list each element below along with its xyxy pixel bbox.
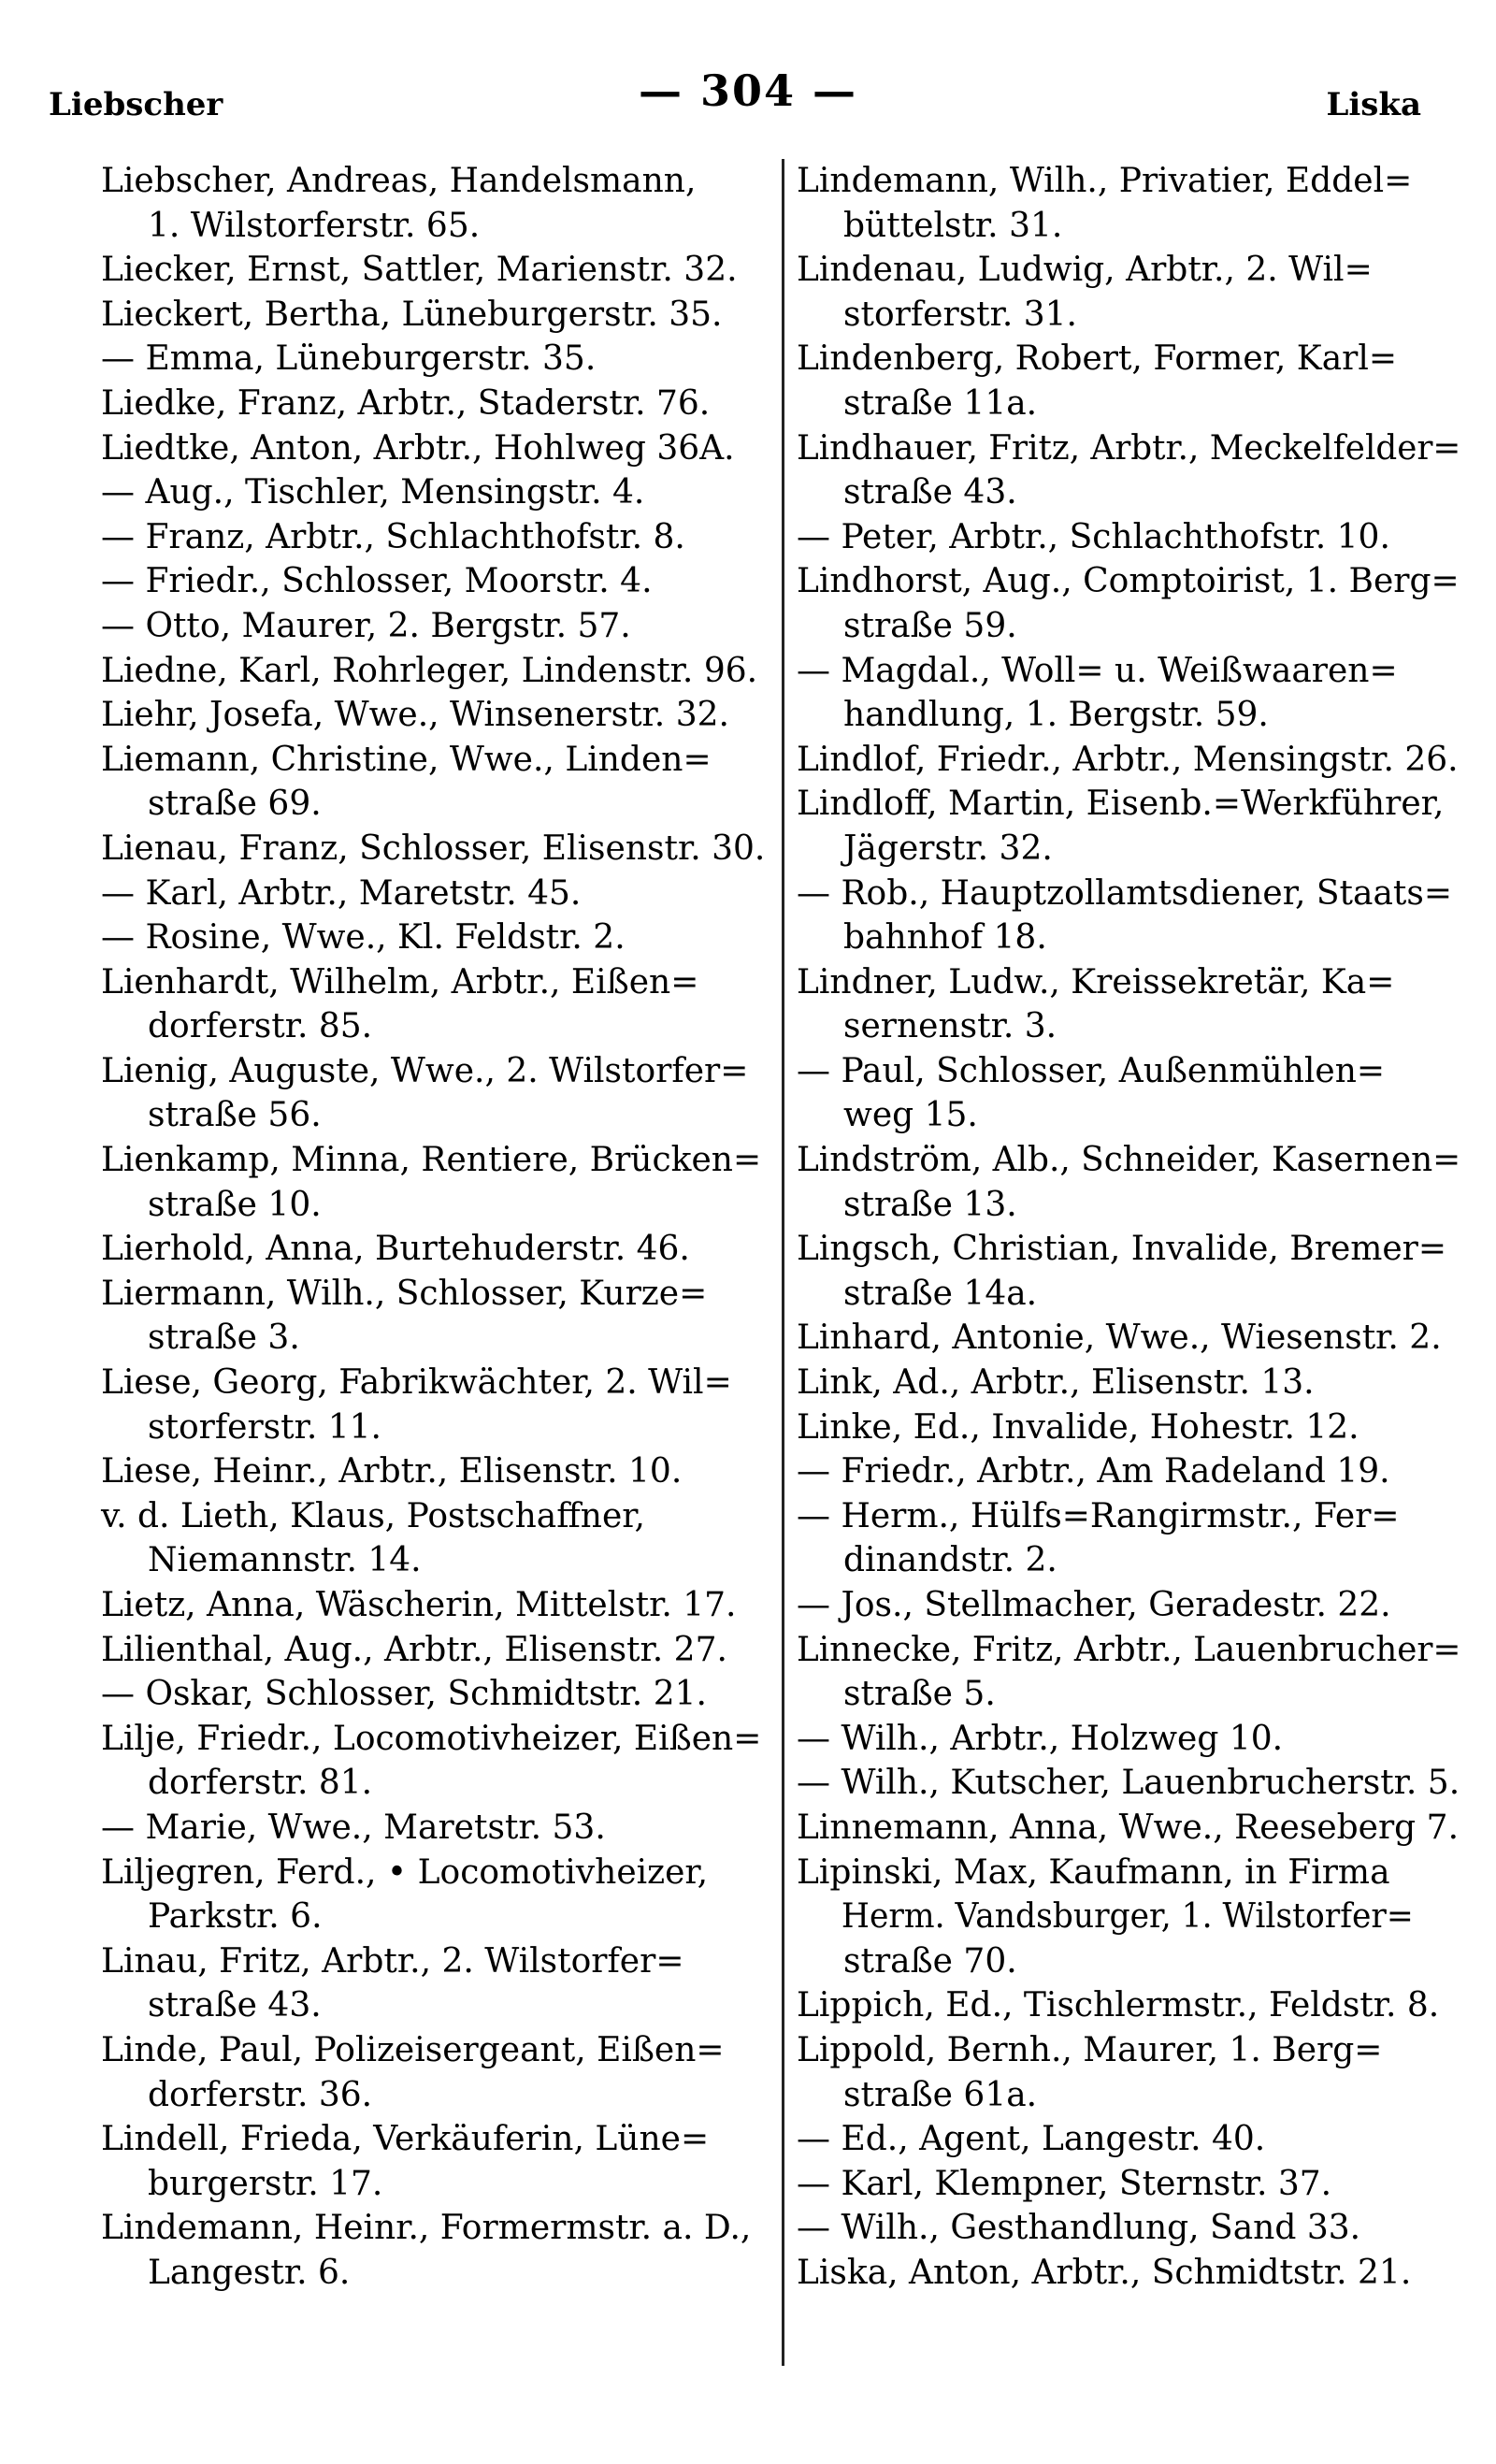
entry-line: — Wilh., Kutscher, Lauenbrucherstr. 5. <box>797 1764 1460 1803</box>
entry-continuation-line: Niemannstr. 14. <box>148 1541 422 1580</box>
directory-entry <box>797 960 1460 1049</box>
directory-entry <box>101 293 774 338</box>
directory-entry <box>101 159 774 248</box>
directory-entry <box>797 248 1460 337</box>
directory-entry <box>101 915 774 960</box>
entry-continuation-line: dorferstr. 81. <box>148 1764 373 1803</box>
entry-continuation-line: straße 56. <box>148 1096 322 1135</box>
entry-continuation-line: straße 5. <box>843 1675 996 1714</box>
entry-line: Liljegren, Ferd., • Locomotivheizer, <box>101 1852 709 1892</box>
entry-continuation-line: dorferstr. 85. <box>148 1007 373 1046</box>
directory-entry <box>101 2028 774 2117</box>
entry-line: — Friedr., Arbtr., Am Radeland 19. <box>797 1452 1390 1491</box>
entry-line: Lienau, Franz, Schlosser, Elisenstr. 30. <box>101 829 766 868</box>
directory-entry <box>797 2162 1460 2207</box>
column-divider <box>782 159 784 2366</box>
entry-line: Lilienthal, Aug., Arbtr., Elisenstr. 27. <box>101 1630 727 1669</box>
directory-entry <box>797 1851 1460 1984</box>
entry-line: Lippich, Ed., Tischlermstr., Feldstr. 8. <box>797 1986 1440 2025</box>
entry-continuation-line: handlung, 1. Bergstr. 59. <box>843 696 1269 735</box>
directory-entry <box>797 1227 1460 1316</box>
entry-continuation-line: straße 69. <box>148 785 322 824</box>
entry-line: Lindhorst, Aug., Comptoirist, 1. Berg= <box>797 562 1460 601</box>
directory-entry <box>797 2206 1460 2251</box>
entry-line: — Rosine, Wwe., Kl. Feldstr. 2. <box>101 918 626 958</box>
entry-line: — Karl, Klempner, Sternstr. 37. <box>797 2164 1332 2203</box>
entry-line: — Franz, Arbtr., Schlachthofstr. 8. <box>101 517 685 556</box>
directory-entry <box>101 515 774 560</box>
directory-entry <box>101 1272 774 1361</box>
entry-line: — Ed., Agent, Langestr. 40. <box>797 2120 1266 2159</box>
entry-continuation-line: sernenstr. 3. <box>843 1007 1057 1046</box>
directory-entry <box>797 2117 1460 2162</box>
directory-entry <box>101 2117 774 2206</box>
entry-line: — Wilh., Arbtr., Holzweg 10. <box>797 1719 1284 1758</box>
left-column <box>101 159 774 2296</box>
entry-line: Liecker, Ernst, Sattler, Marienstr. 32. <box>101 251 738 290</box>
entry-line: Linnemann, Anna, Wwe., Reeseberg 7. <box>797 1808 1460 1847</box>
page-header <box>0 0 1496 140</box>
entry-line: Lindloff, Martin, Eisenb.=Werkführer, <box>797 785 1445 824</box>
entry-line: Lindlof, Friedr., Arbtr., Mensingstr. 26. <box>797 740 1459 779</box>
entry-continuation-line: Herm. Vandsburger, 1. Wilstorfer= <box>841 1897 1414 1937</box>
entry-line: Lienkamp, Minna, Rentiere, Brücken= <box>101 1141 762 1180</box>
entry-line: Lilje, Friedr., Locomotivheizer, Eißen= <box>101 1719 762 1758</box>
entry-continuation-line: straße 43. <box>843 473 1017 512</box>
entry-line: Lindner, Ludw., Kreissekretär, Ka= <box>797 962 1395 1001</box>
entry-continuation-line: straße 11a. <box>843 383 1038 423</box>
directory-entry <box>101 382 774 426</box>
entry-line: Lipinski, Max, Kaufmann, in Firma <box>797 1852 1390 1892</box>
page-number: — 304 — <box>638 65 858 116</box>
entry-line: — Herm., Hülfs=Rangirmstr., Fer= <box>797 1496 1400 1535</box>
entry-continuation-line: dinandstr. 2. <box>843 1541 1057 1580</box>
directory-entry <box>797 2028 1460 2117</box>
directory-entry <box>797 1316 1460 1361</box>
entry-continuation-line: straße 14a. <box>843 1274 1038 1313</box>
entry-line: Link, Ad., Arbtr., Elisenstr. 13. <box>797 1363 1315 1403</box>
entry-line: Lindenberg, Robert, Former, Karl= <box>797 339 1398 379</box>
directory-entry <box>797 1138 1460 1227</box>
entry-continuation-line: straße 59. <box>843 606 1017 645</box>
entry-continuation-line: straße 70. <box>843 1941 1017 1981</box>
directory-entry <box>101 1672 774 1717</box>
entry-line: Lippold, Bernh., Maurer, 1. Berg= <box>797 2030 1383 2069</box>
directory-entry <box>101 559 774 604</box>
entry-line: Lindemann, Wilh., Privatier, Eddel= <box>797 162 1413 200</box>
directory-entry <box>797 337 1460 425</box>
entry-line: Lienig, Auguste, Wwe., 2. Wilstorfer= <box>101 1051 749 1090</box>
entry-line: Liedke, Franz, Arbtr., Staderstr. 76. <box>101 383 711 423</box>
entry-line: Lindemann, Heinr., Formermstr. a. D., <box>101 2209 752 2248</box>
directory-entry <box>101 960 774 1049</box>
directory-entry <box>797 649 1460 738</box>
entry-line: Liese, Heinr., Arbtr., Elisenstr. 10. <box>101 1452 683 1491</box>
entry-continuation-line: Langestr. 6. <box>148 2253 351 2292</box>
directory-entry <box>797 1717 1460 1762</box>
entry-continuation-line: straße 10. <box>148 1185 322 1224</box>
directory-entry <box>797 872 1460 960</box>
entry-line: Liebscher, Andreas, Handelsmann, <box>101 162 697 200</box>
directory-entry <box>797 1049 1460 1138</box>
directory-entry <box>101 693 774 738</box>
directory-entry <box>101 872 774 916</box>
entry-line: — Friedr., Schlosser, Moorstr. 4. <box>101 562 653 601</box>
directory-entry <box>797 1583 1460 1628</box>
directory-entry <box>797 1361 1460 1405</box>
entry-line: Lienhardt, Wilhelm, Arbtr., Eißen= <box>101 962 699 1001</box>
directory-entry <box>797 559 1460 648</box>
entry-line: Liemann, Christine, Wwe., Linden= <box>101 740 712 779</box>
entry-continuation-line: weg 15. <box>843 1096 978 1135</box>
directory-entry <box>101 1806 774 1851</box>
directory-entry <box>797 2251 1460 2296</box>
directory-entry <box>101 1227 774 1272</box>
directory-entry <box>101 1851 774 1939</box>
entry-line: — Rob., Hauptzollamtsdiener, Staats= <box>797 873 1453 913</box>
entry-line: v. d. Lieth, Klaus, Postschaffner, <box>101 1496 645 1535</box>
entry-line: — Karl, Arbtr., Maretstr. 45. <box>101 873 582 913</box>
entry-continuation-line: dorferstr. 36. <box>148 2075 373 2114</box>
entry-line: Liedne, Karl, Rohrleger, Lindenstr. 96. <box>101 651 758 690</box>
directory-entry <box>797 1806 1460 1851</box>
directory-entry <box>797 738 1460 783</box>
entry-continuation-line: storferstr. 11. <box>148 1407 381 1447</box>
directory-entry <box>101 1717 774 1806</box>
entry-line: Liska, Anton, Arbtr., Schmidtstr. 21. <box>797 2253 1412 2292</box>
entry-line: Lindström, Alb., Schneider, Kasernen= <box>797 1141 1461 1180</box>
entry-line: Linde, Paul, Polizeisergeant, Eißen= <box>101 2030 725 2069</box>
directory-entry <box>101 470 774 515</box>
entry-line: — Paul, Schlosser, Außenmühlen= <box>797 1051 1386 1090</box>
entry-line: Lindell, Frieda, Verkäuferin, Lüne= <box>101 2120 710 2159</box>
entry-line: Linhard, Antonie, Wwe., Wiesenstr. 2. <box>797 1318 1442 1358</box>
header-left-catchword: Liebscher <box>49 86 223 123</box>
entry-continuation-line: storferstr. 31. <box>843 295 1077 334</box>
directory-entry <box>101 337 774 382</box>
directory-entry <box>797 159 1460 248</box>
entry-line: — Marie, Wwe., Maretstr. 53. <box>101 1808 606 1847</box>
directory-entry <box>797 1494 1460 1583</box>
directory-entry <box>101 738 774 827</box>
directory-entry <box>797 1761 1460 1806</box>
right-column <box>797 159 1460 2296</box>
directory-entry <box>101 1628 774 1673</box>
entry-continuation-line: burgerstr. 17. <box>148 2164 383 2203</box>
entry-continuation-line: 1. Wilstorferstr. 65. <box>148 206 481 245</box>
directory-entry <box>101 1494 774 1583</box>
directory-entry <box>797 1983 1460 2028</box>
entry-line: Lindhauer, Fritz, Arbtr., Meckelfelder= <box>797 428 1461 468</box>
entry-continuation-line: straße 43. <box>148 1986 322 2025</box>
entry-line: Lierhold, Anna, Burtehuderstr. 46. <box>101 1230 690 1269</box>
entry-line: Lindenau, Ludwig, Arbtr., 2. Wil= <box>797 251 1373 290</box>
entry-continuation-line: bahnhof 18. <box>843 918 1047 958</box>
entry-line: Lingsch, Christian, Invalide, Bremer= <box>797 1230 1447 1269</box>
entry-line: Liehr, Josefa, Wwe., Winsenerstr. 32. <box>101 696 729 735</box>
entry-line: — Jos., Stellmacher, Geradestr. 22. <box>797 1586 1391 1624</box>
directory-entry <box>797 782 1460 871</box>
directory-entry <box>797 515 1460 560</box>
entry-continuation-line: Parkstr. 6. <box>148 1897 323 1937</box>
entry-continuation-line: Jägerstr. 32. <box>843 829 1053 868</box>
entry-line: Linau, Fritz, Arbtr., 2. Wilstorfer= <box>101 1941 684 1981</box>
entry-line: — Emma, Lüneburgerstr. 35. <box>101 339 597 379</box>
entry-continuation-line: straße 61a. <box>843 2075 1038 2114</box>
directory-entry <box>101 1449 774 1494</box>
entry-line: — Aug., Tischler, Mensingstr. 4. <box>101 473 645 512</box>
directory-entry <box>101 827 774 872</box>
entry-line: Lietz, Anna, Wäscherin, Mittelstr. 17. <box>101 1586 737 1624</box>
directory-entry <box>797 426 1460 515</box>
entry-continuation-line: straße 13. <box>843 1185 1017 1224</box>
directory-entry <box>797 1628 1460 1717</box>
directory-entry <box>101 649 774 694</box>
directory-entry <box>101 1583 774 1628</box>
entry-line: — Wilh., Gesthandlung, Sand 33. <box>797 2209 1361 2248</box>
directory-entry <box>101 248 774 293</box>
entry-continuation-line: büttelstr. 31. <box>843 206 1063 245</box>
entry-line: Linke, Ed., Invalide, Hohestr. 12. <box>797 1407 1359 1447</box>
directory-entry <box>101 1939 774 2028</box>
directory-entry <box>101 604 774 649</box>
entry-line: Liese, Georg, Fabrikwächter, 2. Wil= <box>101 1363 732 1403</box>
header-right-catchword: Liska <box>1326 86 1421 123</box>
directory-entry <box>101 1049 774 1138</box>
entry-line: Linnecke, Fritz, Arbtr., Lauenbrucher= <box>797 1630 1461 1669</box>
entry-line: Liermann, Wilh., Schlosser, Kurze= <box>101 1274 708 1313</box>
directory-entry <box>101 2206 774 2295</box>
directory-entry <box>101 426 774 471</box>
directory-entry <box>797 1405 1460 1450</box>
entry-line: Lieckert, Bertha, Lüneburgerstr. 35. <box>101 295 723 334</box>
entry-continuation-line: straße 3. <box>148 1318 300 1358</box>
directory-entry <box>101 1138 774 1227</box>
directory-entry <box>101 1361 774 1449</box>
entry-line: — Peter, Arbtr., Schlachthofstr. 10. <box>797 517 1390 556</box>
entry-line: Liedtke, Anton, Arbtr., Hohlweg 36A. <box>101 428 735 468</box>
entry-line: — Oskar, Schlosser, Schmidtstr. 21. <box>101 1675 707 1714</box>
entry-line: — Otto, Maurer, 2. Bergstr. 57. <box>101 606 631 645</box>
directory-entry <box>797 1449 1460 1494</box>
entry-line: — Magdal., Woll= u. Weißwaaren= <box>797 651 1398 690</box>
